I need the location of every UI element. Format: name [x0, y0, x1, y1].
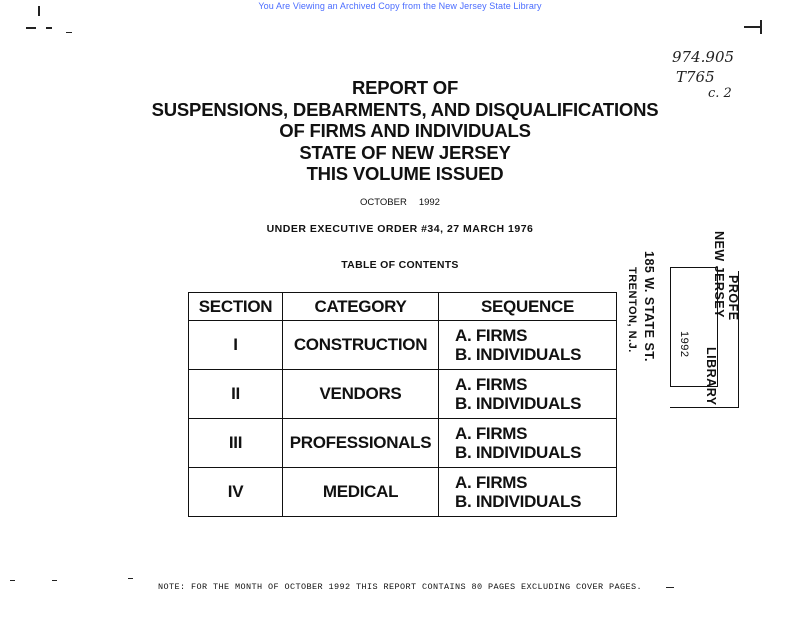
- section-cell: II: [189, 370, 283, 419]
- sequence-individuals: B. INDIVIDUALS: [455, 443, 582, 462]
- scan-mark: [760, 20, 762, 34]
- contents-table: [188, 292, 617, 517]
- category-cell: CONSTRUCTION: [283, 321, 439, 370]
- sequence-cell: [439, 419, 617, 468]
- title-line: SUSPENSIONS, DEBARMENTS, AND DISQUALIFICATIONS: [151, 98, 659, 120]
- stamp-date: 1992: [678, 331, 690, 358]
- scan-mark: [46, 27, 52, 29]
- title-line: OF FIRMS AND INDIVIDUALS: [279, 120, 531, 141]
- scan-mark: [52, 580, 57, 581]
- header-sequence: SEQUENCE: [439, 293, 617, 321]
- report-title: [140, 77, 670, 185]
- stamp-line-city: TRENTON, N.J.: [626, 267, 638, 353]
- sequence-cell: [439, 468, 617, 517]
- sequence-firms: A. FIRMS: [455, 375, 528, 394]
- section-cell: I: [189, 321, 283, 370]
- section-cell: IV: [189, 468, 283, 517]
- header-section: SECTION: [189, 293, 283, 321]
- archive-banner: You Are Viewing an Archived Copy from the New Jersey State Library: [258, 1, 542, 11]
- sequence-firms: A. FIRMS: [455, 473, 528, 492]
- section-cell: III: [189, 419, 283, 468]
- sequence-individuals: B. INDIVIDUALS: [455, 394, 582, 413]
- table-row: [189, 370, 617, 419]
- table-row: [189, 468, 617, 517]
- sequence-individuals: B. INDIVIDUALS: [455, 345, 582, 364]
- library-stamp: [626, 231, 740, 421]
- sequence-individuals: B. INDIVIDUALS: [455, 492, 582, 511]
- call-number-line-2: T765: [676, 68, 715, 86]
- scan-mark: [66, 32, 72, 33]
- scan-mark: [744, 26, 760, 28]
- stamp-line-library: LIBRARY: [704, 347, 718, 406]
- issue-year: 1992: [418, 197, 440, 208]
- table-row: [189, 321, 617, 370]
- stamp-line-profe: PROFE: [726, 275, 740, 321]
- category-cell: PROFESSIONALS: [283, 419, 439, 468]
- title-line: STATE OF NEW JERSEY: [299, 141, 511, 163]
- category-cell: VENDORS: [283, 370, 439, 419]
- table-row: [189, 419, 617, 468]
- sequence-cell: [439, 370, 617, 419]
- stamp-line-new-jersey: NEW JERSEY: [712, 231, 726, 318]
- table-header-row: [189, 293, 617, 321]
- scan-mark: [128, 578, 133, 579]
- stamp-line-address: 185 W. STATE ST.: [642, 251, 656, 363]
- call-number-line-3: c. 2: [708, 86, 732, 101]
- header-category: CATEGORY: [283, 293, 439, 321]
- sequence-firms: A. FIRMS: [455, 424, 528, 443]
- executive-order: UNDER EXECUTIVE ORDER #34, 27 MARCH 1976: [266, 223, 534, 235]
- issue-date: [0, 197, 800, 208]
- scan-mark: [38, 6, 40, 16]
- issue-month: OCTOBER: [360, 197, 407, 208]
- toc-title: TABLE OF CONTENTS: [341, 259, 459, 271]
- title-line: REPORT OF: [351, 77, 459, 98]
- title-line: THIS VOLUME ISSUED: [306, 163, 504, 184]
- sequence-firms: A. FIRMS: [455, 326, 528, 345]
- category-cell: MEDICAL: [283, 468, 439, 517]
- scan-mark: [26, 27, 36, 29]
- scan-mark: [10, 580, 15, 581]
- sequence-cell: [439, 321, 617, 370]
- footer-note: NOTE: FOR THE MONTH OF OCTOBER 1992 THIS REPORT CONTAINS 80 PAGES EXCLUDING COVER PAGES.: [157, 582, 643, 592]
- call-number-line-1: 974.905: [672, 48, 735, 66]
